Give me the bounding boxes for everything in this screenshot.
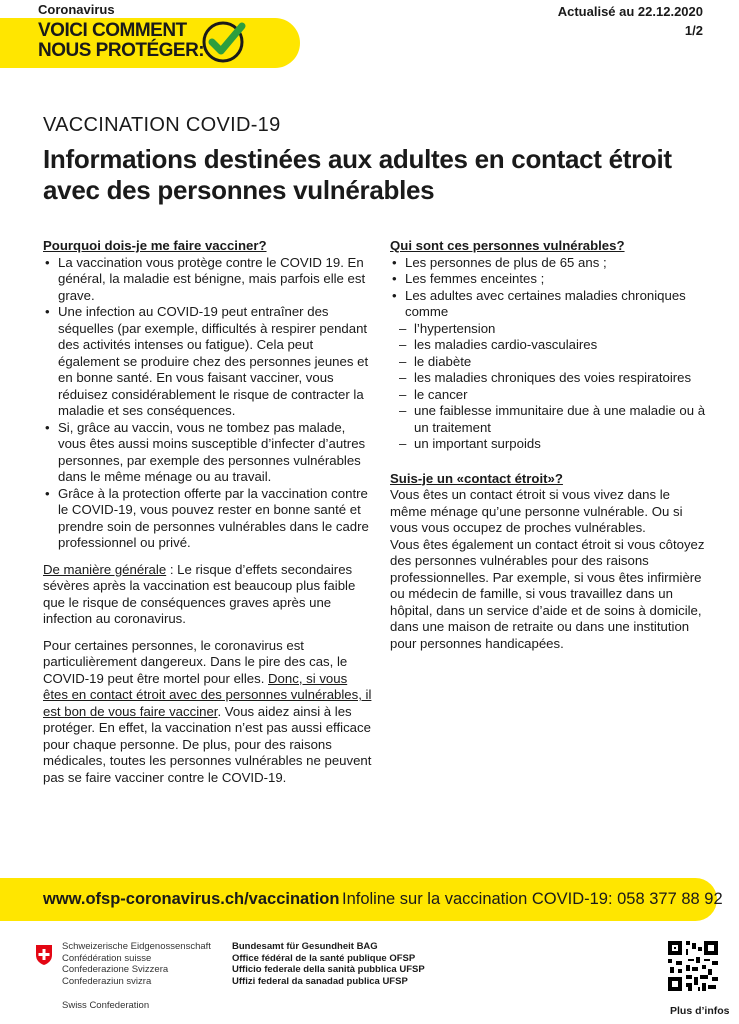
general-label: De manière générale	[43, 561, 167, 577]
confed-line: Confederazione Svizzera	[62, 964, 169, 975]
reasons-list	[43, 255, 375, 552]
page-number: 1/2	[684, 23, 703, 38]
confederation-names	[62, 941, 211, 987]
brand-label: Coronavirus	[38, 2, 115, 17]
close-contact-para-1: Vous êtes un contact étroit si vous vivez dans le même ménage qu’une personne vulnérable. Ou si vous vous occupez de proches vulnérables.	[390, 487, 683, 535]
infoline-text: Infoline sur la vaccination COVID-19: 058 377 88 92	[342, 890, 723, 908]
vulnerable-paragraph	[43, 638, 375, 787]
list-item: – un important surpoids	[390, 436, 710, 453]
confed-line: Confederaziun svizra	[62, 975, 152, 987]
para-end: . Vous aidez ainsi à les protéger. En effet, la vaccination n’est pas aussi efficace pour chaque personne. De plus, pour des raisons médicales, toutes les personnes vulnérables ne peuvent pas se faire vacciner contre le COVID-19.	[43, 703, 372, 785]
list-item: – les maladies chroniques des voies respiratoires	[390, 370, 710, 387]
office-line: Ufficio federale della sanità pubblica UFSP	[232, 964, 425, 975]
list-item: • Les adultes avec certaines maladies chroniques comme	[390, 288, 710, 321]
para-start: Pour certaines personnes, le coronavirus est particulièrement dangereux. Dans le pire des cas, le COVID-19 peut être mortel pour elles.	[43, 637, 348, 686]
website-link[interactable]: www.ofsp-coronavirus.ch/vaccination	[43, 890, 340, 908]
list-item: – le cancer	[390, 387, 710, 404]
list-item: – l’hypertension	[390, 321, 710, 338]
conditions-list	[390, 321, 710, 453]
para-underlined: Donc, si vous êtes en contact étroit avec des personnes vulnérables, il est bon de vous faire vacciner	[43, 670, 372, 719]
list-item: • Si, grâce au vaccin, vous ne tombez pas malade, vous êtes aussi moins susceptible d’infecter d’autres personnes, par exemple des personnes vulnérables dans le même ménage ou au travail.	[43, 420, 375, 486]
office-line: Bundesamt für Gesundheit BAG	[232, 941, 378, 952]
swiss-flag-icon	[34, 945, 54, 965]
confederation-english: Swiss Confederation	[62, 1000, 150, 1011]
list-item: • La vaccination vous protège contre le COVID 19. En général, la maladie est bénigne, mais parfois elle est grave.	[43, 255, 375, 305]
list-item: • Une infection au COVID-19 peut entraîner des séquelles (par exemple, difficultés à respirer pendant des activités intenses ou fatigue). Cela peut également se produire chez des personnes jeunes et en bonne santé. En vous faisant vacciner, vous réduisez considérablement le risque de contracter la maladie et ses conséquences.	[43, 304, 375, 420]
list-item: • Grâce à la protection offerte par la vaccination contre le COVID-19, vous pouvez rester en bonne santé et prendre soin de personnes vulnérables dans le cadre professionnel ou privé.	[43, 486, 375, 552]
office-line: Office fédéral de la santé publique OFSP	[232, 952, 416, 964]
qr-code-icon[interactable]	[668, 941, 718, 991]
update-date: Actualisé au 22.12.2020	[557, 4, 703, 19]
right-column	[390, 238, 710, 652]
list-item: – le diabète	[390, 354, 710, 371]
office-names	[232, 941, 425, 987]
list-item: – une faiblesse immunitaire due à une maladie ou à un traitement	[390, 403, 710, 436]
general-paragraph	[43, 562, 375, 628]
page-title: Informations destinées aux adultes en contact étroit avec des personnes vulnérables	[43, 144, 672, 205]
slogan-line-1: VOICI COMMENT	[38, 20, 187, 41]
vulnerable-list	[390, 255, 710, 321]
section-label: VACCINATION COVID-19	[43, 114, 281, 136]
close-contact-para-2: Vous êtes également un contact étroit si vous côtoyez des personnes vulnérables pour des raisons professionnelles. Par exemple, si vous êtes infirmière ou médecin de famille, si vous travaillez dans un hôpital, dans un service d’aide et de soins à domicile, dans une maison de retraite ou dans une institution pour personnes handicapées.	[390, 536, 705, 651]
update-info	[558, 2, 703, 40]
list-item: • Les personnes de plus de 65 ans ;	[390, 255, 710, 272]
checkmark-icon	[200, 20, 246, 64]
confed-line: Confédération suisse	[62, 952, 152, 964]
office-line: Uffizi federal da sanadad publica UFSP	[232, 975, 408, 987]
confed-line: Schweizerische Eidgenossenschaft	[62, 941, 211, 952]
close-contact-heading: Suis-je un «contact étroit»?	[390, 470, 563, 486]
left-column	[43, 238, 375, 786]
list-item: – les maladies cardio-vasculaires	[390, 337, 710, 354]
slogan	[38, 21, 204, 61]
list-item: • Les femmes enceintes ;	[390, 271, 710, 288]
general-text: : Le risque d’effets secondaires sévères après la vaccination est beaucoup plus faible que le risque de conséquences graves après une infection au coronavirus.	[43, 561, 356, 626]
why-vaccinate-heading: Pourquoi dois-je me faire vacciner?	[43, 238, 267, 253]
more-info-label: Plus d’infos	[670, 1005, 730, 1017]
slogan-line-2: NOUS PROTÉGER:	[38, 40, 205, 61]
vulnerable-heading: Qui sont ces personnes vulnérables?	[390, 238, 625, 253]
